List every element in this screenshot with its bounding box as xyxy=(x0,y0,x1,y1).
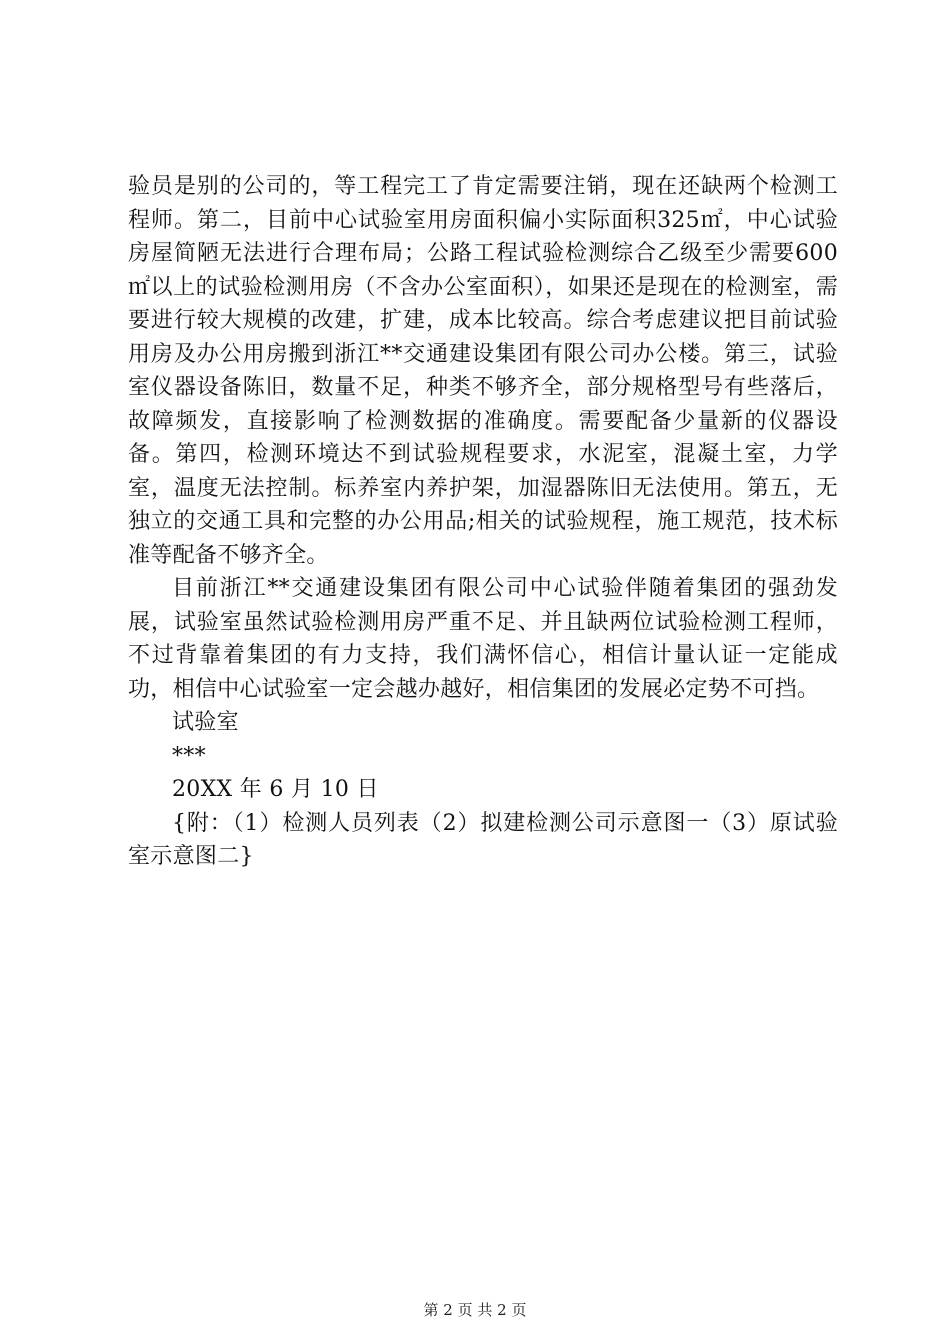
body-paragraph-conclusion: 目前浙江**交通建设集团有限公司中心试验伴随着集团的强劲发展，试验室虽然试验检测用房严重不足、并且缺两位试验检测工程师，不过背靠着集团的有力支持，我们满怀信心，相信计量认证一定能成功，相信中心试验室一定会越办越好，相信集团的发展必定势不可挡。 xyxy=(128,576,838,702)
signature-organization: 试验室 xyxy=(172,710,239,735)
body-paragraph-continued: 验员是别的公司的，等工程完工了肯定需要注销，现在还缺两个检测工程师。第二，目前中心试验室用房面积偏小实际面积325㎡，中心试验房屋简陋无法进行合理布局；公路工程试验检测综合乙级至少需要600㎡以上的试验检测用房（不含办公室面积），如果还是现在的检测室，需要进行较大规模的改建，扩建，成本比较高。综合考虑建议把目前试验用房及办公用房搬到浙江**交通建设集团有限公司办公楼。第三，试验室仪器设备陈旧，数量不足，种类不够齐全，部分规格型号有些落后，故障频发，直接影响了检测数据的准确度。需要配备少量新的仪器设备。第四，检测环境达不到试验规程要求，水泥室，混凝土室，力学室，温度无法控制。标养室内养护架，加湿器陈旧无法使用。第五，无独立的交通工具和完整的办公用品;相关的试验规程，施工规范，技术标准等配备不够齐全。 xyxy=(128,174,838,568)
signature-date: 20XX 年 6 月 10 日 xyxy=(172,777,379,802)
signature-name: *** xyxy=(172,743,206,769)
attachments-note: {附：（1）检测人员列表（2）拟建检测公司示意图一（3）原试验室示意图二} xyxy=(128,810,838,869)
document-body xyxy=(128,170,838,874)
page-footer: 第 2 页 共 2 页 xyxy=(423,1301,527,1319)
